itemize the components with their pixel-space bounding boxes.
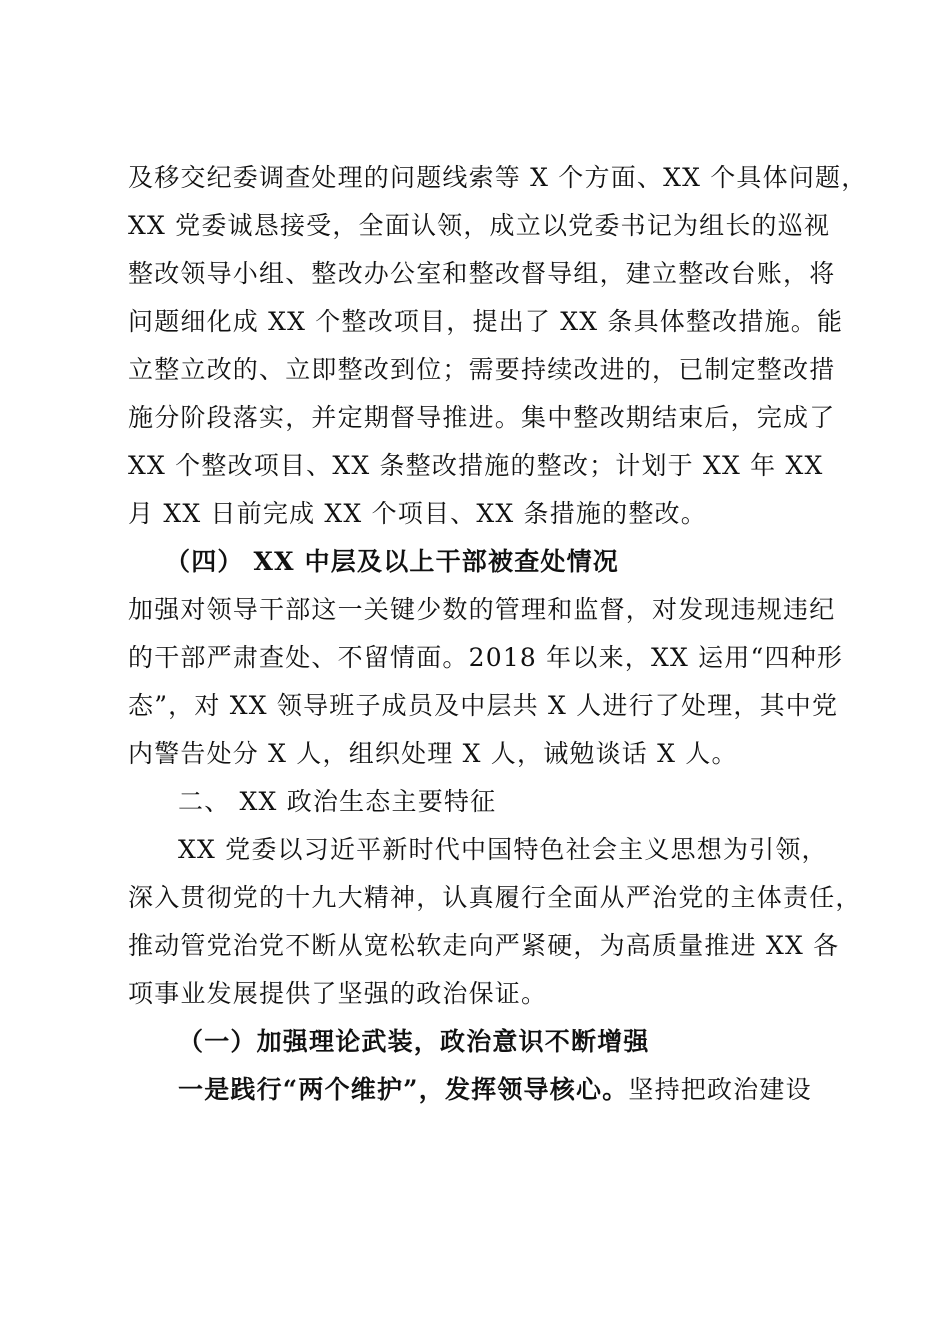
paragraph-line: 项事业发展提供了坚强的政治保证。 — [128, 979, 548, 1008]
paragraph-line: 问题细化成 XX 个整改项目，提出了 XX 条具体整改措施。能 — [128, 307, 844, 336]
bold-lead-text: 一是践行“两个维护”，发挥领导核心。 — [178, 1075, 629, 1104]
paragraph-line: 及移交纪委调查处理的问题线索等 X 个方面、XX 个具体问题， — [128, 163, 868, 192]
paragraph-line: 立整立改的、立即整改到位；需要持续改进的，已制定整改措 — [128, 355, 836, 384]
paragraph-line: 推动管党治党不断从宽松软走向严紧硬，为高质量推进 XX 各 — [128, 931, 840, 960]
paragraph-line: 加强对领导干部这一关键少数的管理和监督，对发现违规违纪 — [128, 595, 836, 624]
paragraph-line: 内警告处分 X 人，组织处理 X 人，诫勉谈话 X 人。 — [128, 739, 738, 768]
section-title-two: 二、 XX 政治生态主要特征 — [178, 787, 497, 816]
paragraph-line: 月 XX 日前完成 XX 个项目、XX 条措施的整改。 — [128, 499, 707, 528]
paragraph-line — [178, 1075, 812, 1105]
subheading-one: （一）加强理论武装，政治意识不断增强 — [178, 1027, 650, 1056]
paragraph-text: 坚持把政治建设 — [628, 1075, 812, 1104]
paragraph-line: XX 个整改项目、XX 条整改措施的整改；计划于 XX 年 XX — [128, 451, 824, 480]
paragraph-line: XX 党委以习近平新时代中国特色社会主义思想为引领， — [178, 835, 828, 864]
paragraph-line: 施分阶段落实，并定期督导推进。集中整改期结束后，完成了 — [128, 403, 836, 432]
paragraph-line: XX 党委诚恳接受，全面认领，成立以党委书记为组长的巡视 — [128, 211, 831, 240]
paragraph-line: 的干部严肃查处、不留情面。2018 年以来，XX 运用“四种形 — [128, 643, 844, 672]
paragraph-line: 整改领导小组、整改办公室和整改督导组，建立整改台账，将 — [128, 259, 836, 288]
paragraph-line: 态”，对 XX 领导班子成员及中层共 X 人进行了处理，其中党 — [128, 691, 839, 720]
paragraph-line: 深入贯彻党的十九大精神，认真履行全面从严治党的主体责任， — [128, 883, 862, 912]
section-heading-four: （四） XX 中层及以上干部被查处情况 — [165, 547, 620, 576]
